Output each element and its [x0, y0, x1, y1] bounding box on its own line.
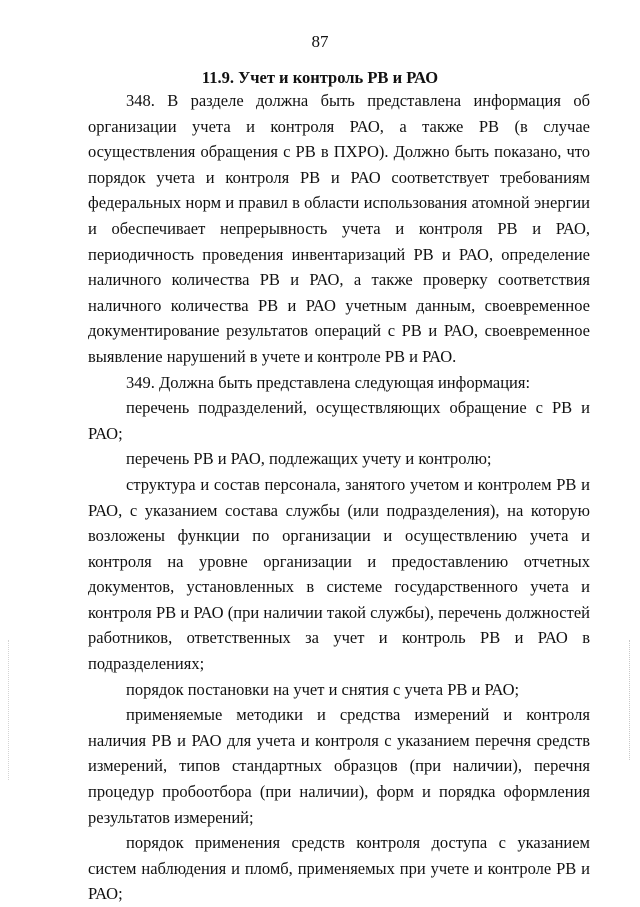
scan-edge-mark-left — [8, 640, 10, 780]
list-item-access-control: порядок применения средств контроля доступа с указанием систем наблюдения и пломб, применяемых при учете и контроле РВ и РАО; — [88, 833, 590, 904]
body-text — [88, 88, 590, 907]
list-item-rv-rao-list: перечень РВ и РАО, подлежащих учету и контролю; — [126, 449, 492, 469]
list-item-departments: перечень подразделений, осуществляющих обращение с РВ и РАО; — [88, 398, 590, 443]
paragraph-348: 348. В разделе должна быть представлена информация об организации учета и контроля РАО, а также РВ (в случае осуществления обращения с РВ в ПХРО). Должно быть показано, что порядок учета и контроля РВ и РАО соответствует требованиям федеральных норм и правил в области использования атомной энергии и обеспечивает непрерывность учета и контроля РВ и РАО, периодичность проведения инвентаризаций РВ и РАО, определение наличного количества РВ и РАО, а также проверку соответствия наличного количества РВ и РАО учетным данным, своевременное документирование результатов операций с РВ и РАО, своевременное выявление нарушений в учете и контроле РВ и РАО. — [88, 91, 590, 366]
page-number: 87 — [311, 32, 329, 51]
list-item-personnel-structure: структура и состав персонала, занятого учетом и контролем РВ и РАО, с указанием состава службы (или подразделения), на которую возложены функции по организации и осуществлению учета и контроля на уровне организации и предоставлению отчетных документов, установленных в системе государственного учета и контроля РВ и РАО (при наличии такой службы), перечень должностей работников, ответственных за учет и контроль РВ и РАО в подразделениях; — [88, 474, 590, 674]
section-title: 11.9. Учет и контроль РВ и РАО — [201, 68, 439, 87]
list-item-registration-procedure: порядок постановки на учет и снятия с учета РВ и РАО; — [126, 679, 520, 699]
list-item-measurement-methods: применяемые методики и средства измерений и контроля наличия РВ и РАО для учета и контроля с указанием перечня средств измерений, типов стандартных образцов (при наличии), перечня процедур пробоотбора (при наличии), форм и порядка оформления результатов измерений; — [88, 705, 590, 827]
scan-edge-mark-right — [628, 640, 630, 760]
paragraph-349: 349. Должна быть представлена следующая информация: — [126, 372, 531, 392]
